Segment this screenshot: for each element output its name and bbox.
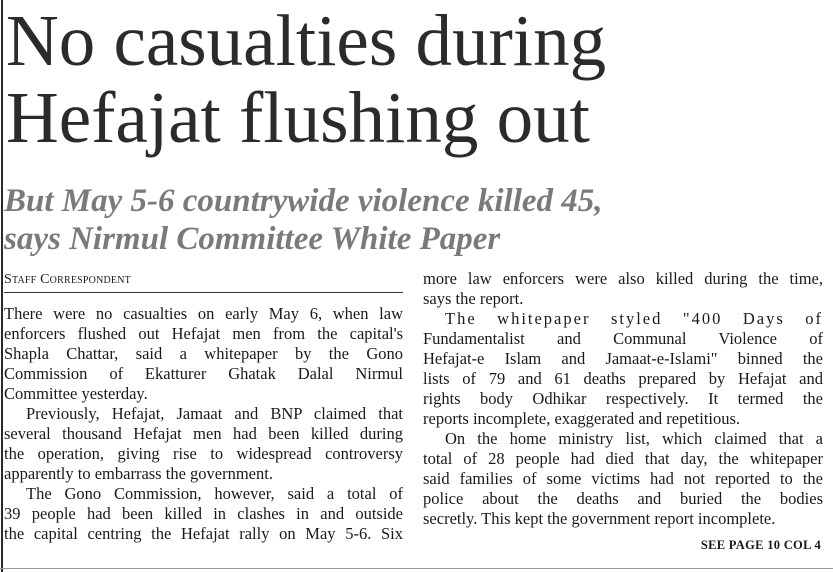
article-line: secretly. This kept the government report incomplete. bbox=[423, 509, 776, 528]
subheadline-line-1: But May 5-6 countrywide violence killed 45, bbox=[4, 183, 603, 219]
article-column-right bbox=[423, 269, 823, 529]
article-line: police about the deaths and buried the bodies bbox=[423, 489, 823, 508]
article-line: Previously, Hefajat, Jamaat and BNP claimed that bbox=[26, 404, 403, 423]
continuation-note: SEE PAGE 10 COL 4 bbox=[700, 538, 821, 552]
article-line: enforcers flushed out Hefajat men from the capital's bbox=[4, 324, 403, 343]
article-line: Hefajat-e Islam and Jamaat-e-Islami" binned the bbox=[423, 349, 823, 368]
headline-line-2: Hefajat flushing out bbox=[6, 77, 590, 158]
article-line: Shapla Chattar, said a whitepaper by the Gono bbox=[4, 344, 403, 363]
article-line: the operation, giving rise to widespread controversy bbox=[4, 444, 403, 463]
article-line: apparently to embarrass the government. bbox=[4, 464, 273, 483]
headline-line-1: No casualties during bbox=[6, 0, 607, 81]
bottom-rule bbox=[0, 568, 833, 569]
article-line: The whitepaper styled "400 Days of bbox=[445, 309, 823, 328]
article-line: rights body Odhikar respectively. It termed the bbox=[423, 389, 823, 408]
left-border-rule bbox=[1, 0, 3, 572]
article-line: said families of some victims had not reported to the bbox=[423, 469, 823, 488]
article-line: lists of 79 and 61 deaths prepared by Hefajat and bbox=[423, 369, 823, 388]
article-line: The Gono Commission, however, said a total of bbox=[26, 484, 403, 503]
article-line: Fundamentalist and Communal Violence of bbox=[423, 329, 823, 348]
article-line: 39 people had been killed in clashes in and outside bbox=[4, 504, 403, 523]
byline: Staff Correspondent bbox=[4, 272, 131, 287]
article-line: more law enforcers were also killed during the time, bbox=[423, 269, 823, 288]
article-line: Committee yesterday. bbox=[4, 384, 148, 403]
article-line: On the home ministry list, which claimed that a bbox=[445, 429, 823, 448]
article-line: the capital centring the Hefajat rally on May 5-6. Six bbox=[4, 524, 403, 543]
article-line: total of 28 people had died that day, the whitepaper bbox=[423, 449, 823, 468]
article-line: several thousand Hefajat men had been killed during bbox=[4, 424, 403, 443]
article-line: There were no casualties on early May 6, when law bbox=[4, 304, 403, 323]
article-column-left bbox=[4, 304, 403, 544]
article-line: Commission of Ekatturer Ghatak Dalal Nirmul bbox=[4, 364, 403, 383]
article-line: reports incomplete, exaggerated and repetitious. bbox=[423, 409, 741, 428]
subheadline-line-2: says Nirmul Committee White Paper bbox=[4, 221, 501, 257]
byline-rule bbox=[4, 292, 403, 293]
headline bbox=[6, 2, 831, 156]
article-line: says the report. bbox=[423, 289, 524, 308]
subheadline bbox=[4, 182, 829, 258]
